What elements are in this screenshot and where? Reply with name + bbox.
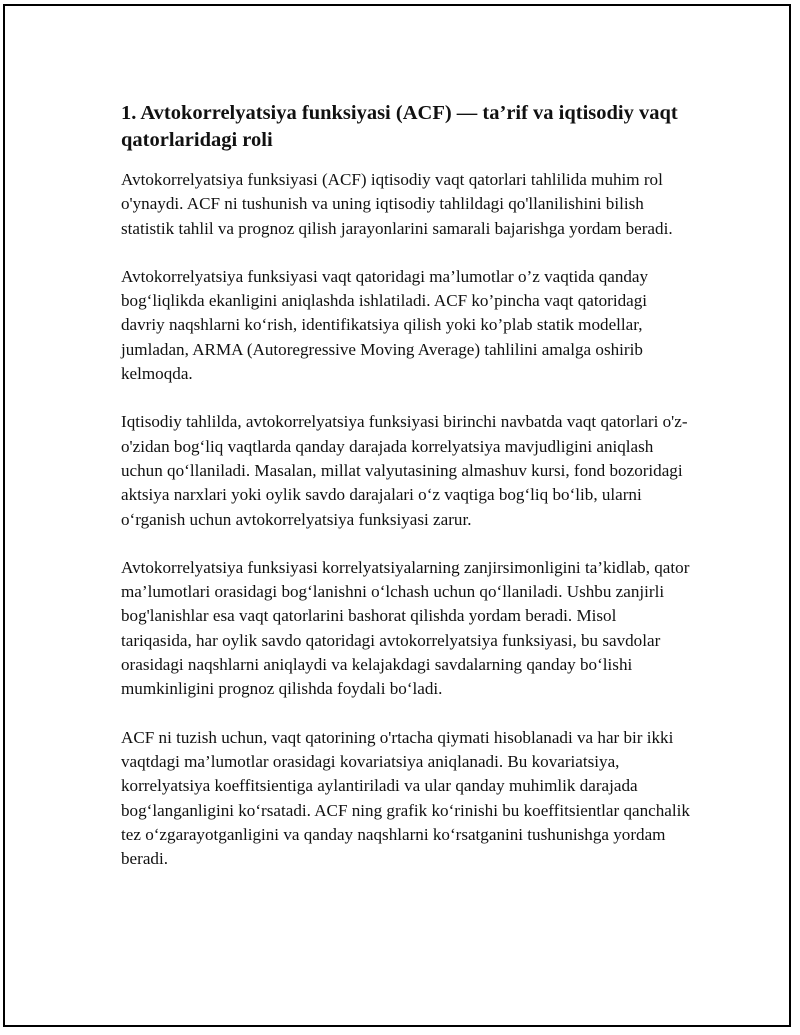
section-heading: 1. Avtokorrelyatsiya funksiyasi (ACF) — ta’rif va iqtisodiy vaqt qatorlaridagi roli <box>121 102 678 151</box>
paragraph-4: Avtokorrelyatsiya funksiyasi korrelyatsiyalarning zanjirsimonligini ta’kidlab, qator ma’lumotlari orasidagi bog‘lanishni o‘lchash uchun qo‘llaniladi. Ushbu zanjirli bog'lanishlar esa vaqt qatorlarini bashorat qilishda yordam beradi. Misol tariqasida, har oylik savdo qatoridagi avtokorrelyatsiya funksiyasi, bu savdolar orasidagi naqshlarni aniqlaydi va kelajakdagi savdalarning qanday bo‘lishi mumkinligini prognoz qilishda foydali bo‘ladi. <box>121 557 690 699</box>
document-body <box>121 100 691 895</box>
document-page <box>3 4 791 1027</box>
paragraph-2: Avtokorrelyatsiya funksiyasi vaqt qatoridagi ma’lumotlar o’z vaqtida qanday bog‘liqlikda ekanligini aniqlashda ishlatiladi. ACF ko’pincha vaqt qatoridagi davriy naqshlarni ko‘rish, identifikatsiya qilish yoki ko’plab statik modellar, jumladan, ARMA (Autoregressive Moving Average) tahlilini amalga oshirib kelmoqda. <box>121 266 649 384</box>
paragraph-3: Iqtisodiy tahlilda, avtokorrelyatsiya funksiyasi birinchi navbatda vaqt qatorlari o'z-o'zidan bog‘liq vaqtlarda qanday darajada korrelyatsiya mavjudligini aniqlash uchun qo‘llaniladi. Masalan, millat valyutasining almashuv kursi, fond bozoridagi aktsiya narxlari yoki oylik savdo darajalari o‘z vaqtiga bog‘liq bo‘lib, ularni o‘rganish uchun avtokorrelyatsiya funksiyasi zarur. <box>121 412 688 529</box>
paragraph-5: ACF ni tuzish uchun, vaqt qatorining o'rtacha qiymati hisoblanadi va har bir ikki vaqtdagi ma’lumotlar orasidagi kovariatsiya aniqlanadi. Bu kovariatsiya, korrelyatsiya koeffitsientiga aylantiriladi va ular qanday muhimlik darajada bog‘langanligini ko‘rsatadi. ACF ning grafik ko‘rinishi bu koeffitsientlar qanchalik tez o‘zgarayotganligini va qanday naqshlarni ko‘rsatganini tushunishga yordam beradi. <box>121 727 690 869</box>
paragraph-1: Avtokorrelyatsiya funksiyasi (ACF) iqtisodiy vaqt qatorlari tahlilida muhim rol o'ynaydi. ACF ni tushunish va uning iqtisodiy tahlildagi qo'llanilishini bilish statistik tahlil va prognoz qilish jarayonlarini samarali bajarishga yordam beradi. <box>121 170 673 238</box>
